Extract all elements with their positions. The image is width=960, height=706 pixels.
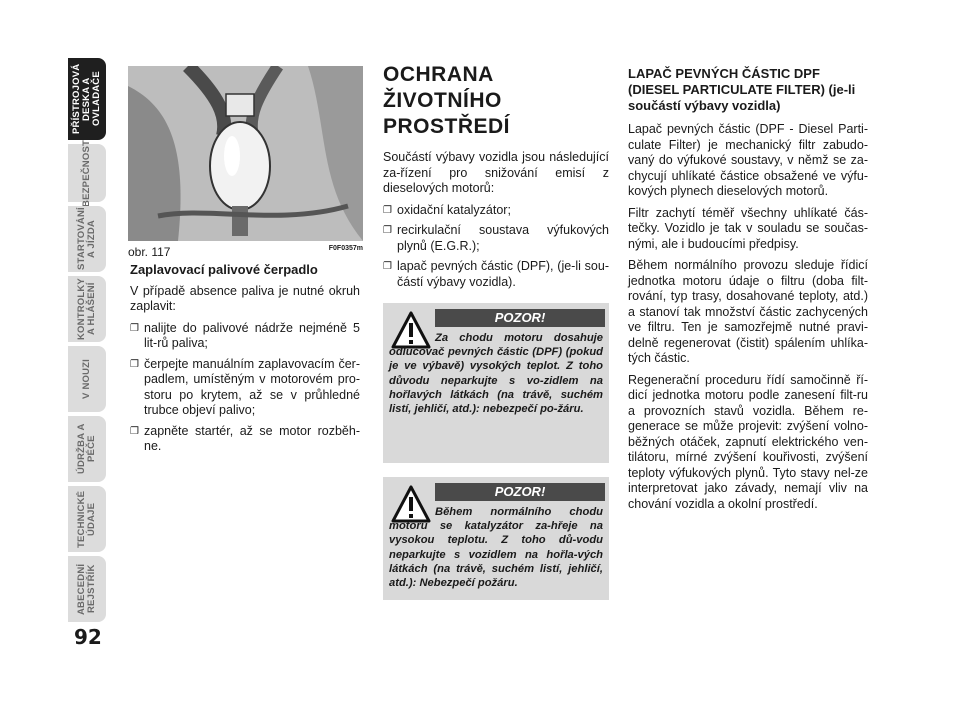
- tab-label: KONTROLKY A HLÁŠENÍ: [76, 278, 97, 340]
- paragraph: Filtr zachytí téměř všechny uhlíkaté čás-tečky. Vozidlo je tak v souladu se součas-nými, ale i budoucími předpisy.: [628, 205, 868, 251]
- figure-label: obr. 117: [128, 245, 171, 259]
- section-title: LAPAČ PEVNÝCH ČÁSTIC DPF (DIESEL PARTICULATE FILTER) (je-li součástí výbavy vozidla): [628, 66, 856, 113]
- paragraph: Lapač pevných částic (DPF - Diesel Parti-culate Filter) je mechanický filtr zabudo-vaný do výfukové soustavy, v němž se za-chycují uhlíkaté částice obsažené ve výfu-kových plynech dieselových motorů.: [628, 122, 868, 198]
- warning-text: Za chodu motoru dosahuje odlučovač pevných částic (DPF) (pokud je ve výbavě) vysokých teplot. Z toho důvodu neparkujte s vo-zidlem na hořlavých látkách (na trávě, suchém listí, jehličí, atd.): nebezpečí po-žáru.: [389, 332, 603, 416]
- tab-label: TECHNICKÉ ÚDAJE: [76, 490, 97, 548]
- list-item: ❐ zapněte startér, až se motor rozběh-ne.: [130, 424, 360, 455]
- list-item: ❐ oxidační katalyzátor;: [383, 203, 609, 219]
- section-heading: Zaplavovací palivové čerpadlo: [130, 262, 318, 277]
- section-intro: Součástí výbavy vozidla jsou následující za-řízení pro snižování emisí z dieselových motorů:: [383, 150, 609, 195]
- tab-label: STARTOVÁNÍ A JÍZDA: [76, 207, 97, 271]
- engine-photo: [128, 66, 363, 241]
- paragraph: Regenerační proceduru řídí samočinně ří-dicí jednotka motoru podle zanesení filt-ru a provozních stavů vozidla. Během re-generace se může projevit: zvýšení volno-běžných otáček, zapnutí elektrického ven-tilátoru, mírné zvýšení kouřivosti, zvýšení teploty výfukových plynů. Tyto stavy nel-ze interpretovat jako závady, nemají vliv na chování vozidla a okolní prostředí.: [628, 372, 868, 511]
- instruction-list: [130, 321, 360, 455]
- tab-label: PŘÍSTROJOVÁ DESKA A OVLADAČE: [71, 63, 102, 135]
- tab-pristrojova-deska[interactable]: [68, 58, 106, 140]
- figure-code: F0F0357m: [328, 245, 363, 252]
- tab-label: V NOUZI: [81, 359, 92, 399]
- list-item: ❐ lapač pevných částic (DPF), (je-li sou-částí výbavy vozidla).: [383, 259, 609, 290]
- tab-label: ABECEDNÍ REJSTŘÍK: [76, 563, 97, 615]
- warning-text: Během normálního chodu motoru se katalyzátor za-hřeje na vysokou teplotu. Z toho dů-vodu neparkujte s vozidlem na hořla-vých látkách (na trávě, suchém listí, jehličí, atd.): Nebezpečí požáru.: [389, 506, 603, 590]
- device-list: [383, 203, 609, 291]
- page-number: 92: [74, 625, 102, 649]
- list-item: ❐ nalijte do palivové nádrže nejméně 5 lit-rů paliva;: [130, 321, 360, 352]
- paragraph: Během normálního provozu sleduje řídicí jednotka motoru údaje o filtru (doba filt-rování, typ trasy, dosahované teploty, atd.) a stanoví tak množství částic zachycených ve filtru. Ten je samozřejmě nutné pravi-delně regenerovat (čistit) spálením uhlíka-tých částic.: [628, 258, 868, 365]
- tab-rejstrik[interactable]: [68, 556, 106, 622]
- tab-technicke-udaje[interactable]: [68, 486, 106, 552]
- list-item: ❐ čerpejte manuálním zaplavovacím čer-padlem, umístěným v motorovém pro-storu po krytem, až se v průhledné trubce objeví palivo;: [130, 357, 360, 419]
- list-item: ❐ recirkulační soustava výfukových plynů (E.G.R.);: [383, 223, 609, 254]
- tab-udrzba[interactable]: [68, 416, 106, 482]
- tab-v-nouzi[interactable]: [68, 346, 106, 412]
- tab-startovani[interactable]: [68, 206, 106, 272]
- warning-heading: POZOR!: [435, 309, 605, 327]
- priming-pump-section: [130, 262, 360, 460]
- environment-section: [383, 62, 609, 295]
- figure-caption: [128, 245, 363, 259]
- warning-box: [383, 477, 609, 600]
- tab-kontrolky[interactable]: [68, 276, 106, 342]
- warning-box: [383, 303, 609, 463]
- dpf-section: [628, 66, 868, 518]
- chapter-tabs: [68, 58, 108, 626]
- tab-label: BEZPEČNOST: [81, 139, 92, 207]
- warning-heading: POZOR!: [435, 483, 605, 501]
- tab-bezpecnost[interactable]: [68, 139, 106, 207]
- section-title: OCHRANA ŽIVOTNÍHO PROSTŘEDÍ: [383, 63, 511, 138]
- section-intro: V případě absence paliva je nutné okruh zaplavit:: [130, 283, 360, 313]
- tab-label: ÚDRŽBA A PÉČE: [76, 423, 97, 475]
